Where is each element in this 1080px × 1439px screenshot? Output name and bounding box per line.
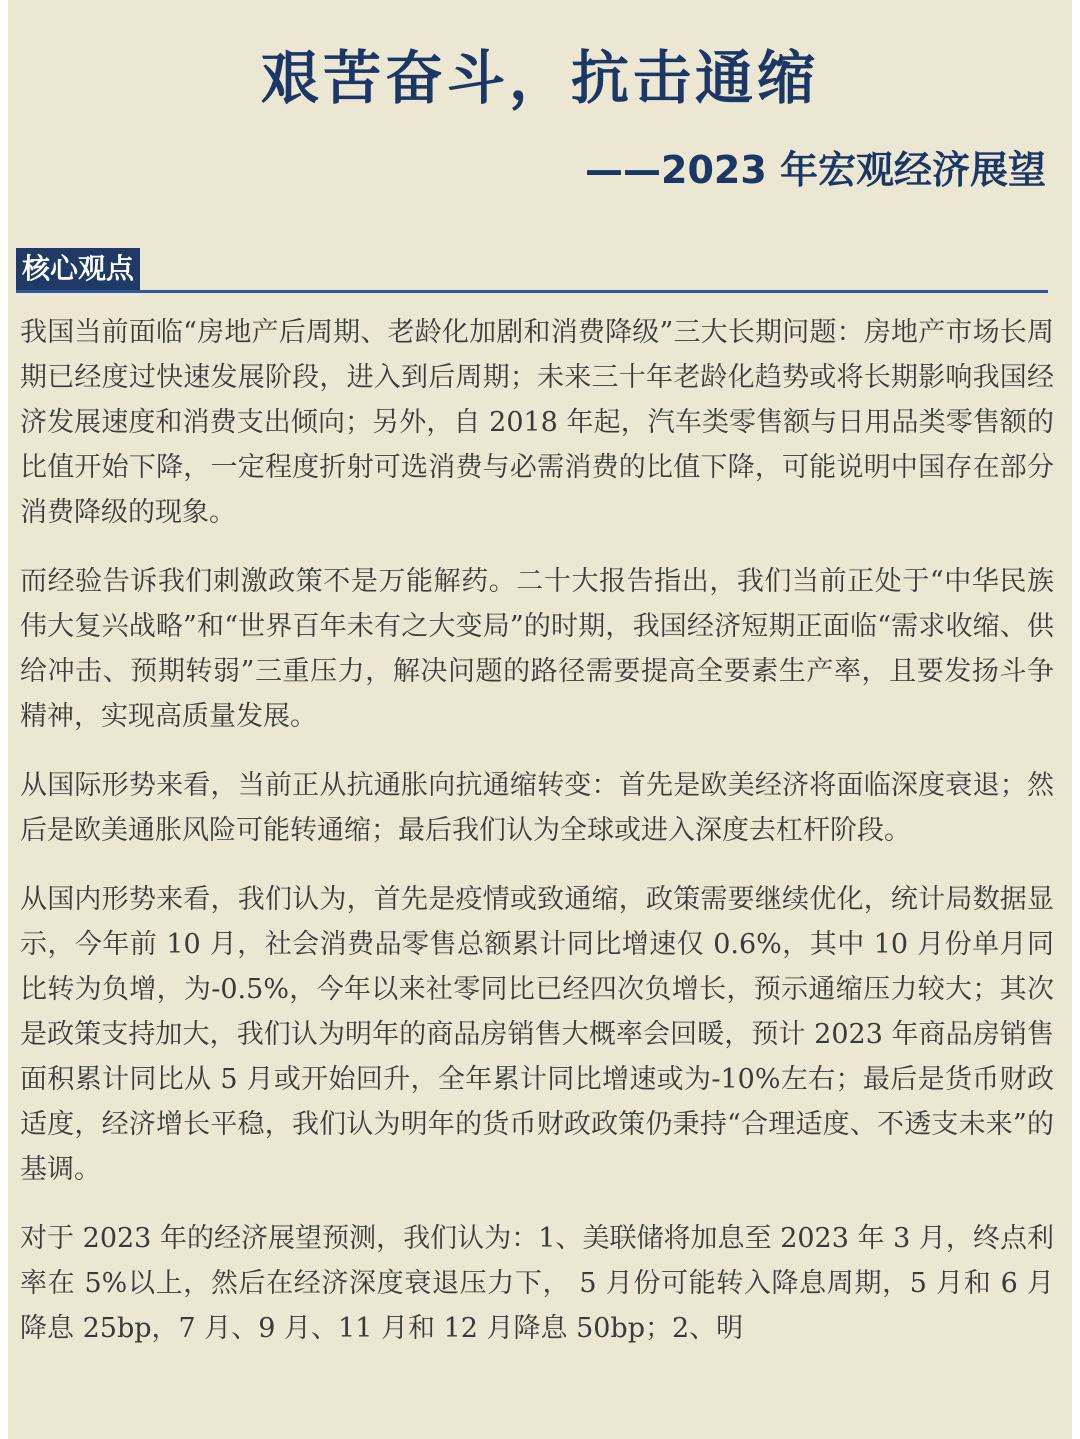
section-header (16, 248, 1048, 293)
paragraph: 对于 2023 年的经济展望预测，我们认为：1、美联储将加息至 2023 年 3 月，终点利率在 5%以上，然后在经济深度衰退压力下， 5 月份可能转入降息周期，5 月和 6 月降息 25bp，7 月、9 月、11 月和 12 月降息 50bp；2、明 (20, 1223, 1054, 1344)
paragraph: 而经验告诉我们刺激政策不是万能解药。二十大报告指出，我们当前正处于“中华民族伟大复兴战略”和“世界百年未有之大变局”的时期，我国经济短期正面临“需求收缩、供给冲击、预期转弱”三重压力，解决问题的路径需要提高全要素生产率，且要发扬斗争精神，实现高质量发展。 (20, 566, 1054, 732)
document-subtitle: ——2023 年宏观经济展望 (585, 148, 1046, 192)
paragraph: 从国际形势来看，当前正从抗通胀向抗通缩转变：首先是欧美经济将面临深度衰退；然后是欧美通胀风险可能转通缩；最后我们认为全球或进入深度去杠杆阶段。 (20, 770, 1054, 846)
document-page (8, 0, 1072, 1439)
paragraph: 我国当前面临“房地产后周期、老龄化加剧和消费降级”三大长期问题：房地产市场长周期已经度过快速发展阶段，进入到后周期；未来三十年老龄化趋势或将长期影响我国经济发展速度和消费支出倾向；另外，自 2018 年起，汽车类零售额与日用品类零售额的比值开始下降，一定程度折射可选消费与必需消费的比值下降，可能说明中国存在部分消费降级的现象。 (20, 317, 1054, 528)
document-body (20, 310, 1054, 1375)
section-label: 核心观点 (16, 248, 140, 290)
paragraph: 从国内形势来看，我们认为，首先是疫情或致通缩，政策需要继续优化，统计局数据显示，今年前 10 月，社会消费品零售总额累计同比增速仅 0.6%，其中 10 月份单月同比转为负增，为-0.5%，今年以来社零同比已经四次负增长，预示通缩压力较大；其次是政策支持加大，我们认为明年的商品房销售大概率会回暖，预计 2023 年商品房销售面积累计同比从 5 月或开始回升，全年累计同比增速或为-10%左右；最后是货币财政适度，经济增长平稳，我们认为明年的货币财政政策仍秉持“合理适度、不透支未来”的基调。 (20, 884, 1054, 1185)
document-title: 艰苦奋斗，抗击通缩 (260, 44, 819, 112)
